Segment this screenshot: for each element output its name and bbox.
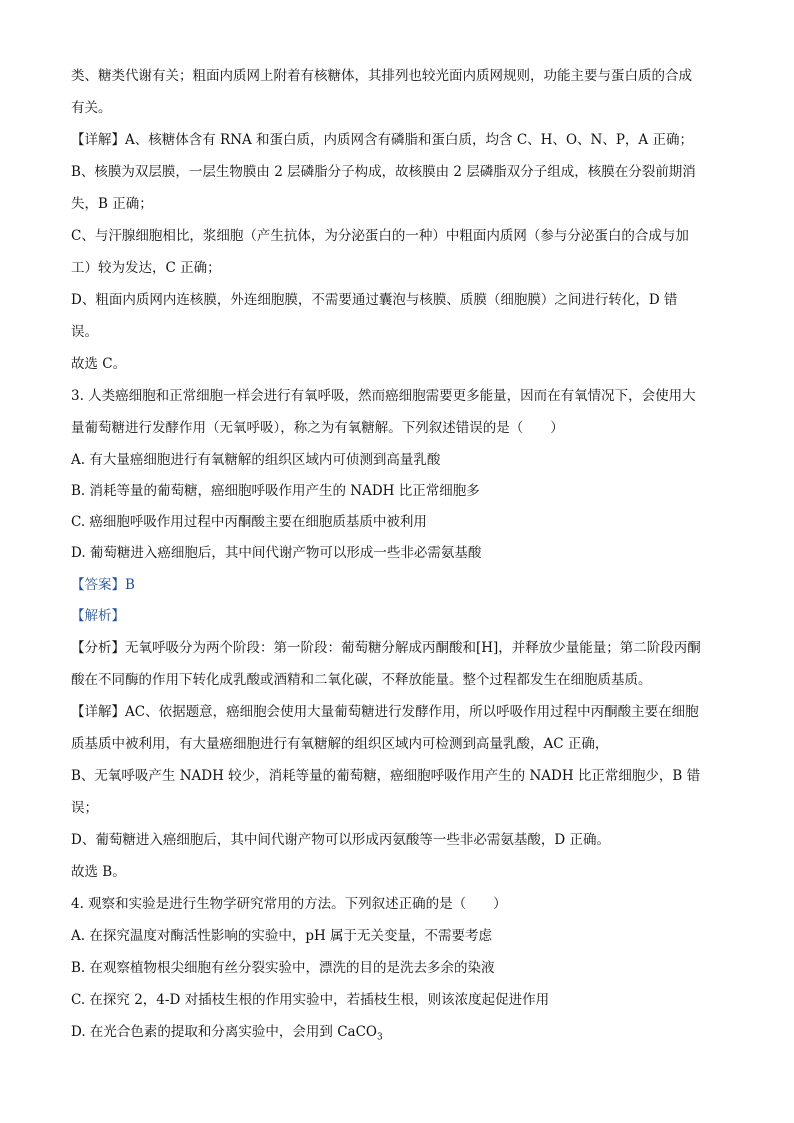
option-a: A. 有大量癌细胞进行有氧糖解的组织区域内可侦测到高量乳酸 [71, 452, 441, 468]
question-3-stem: 3. 人类癌细胞和正常细胞一样会进行有氧呼吸，然而癌细胞需要更多能量，因而在有氧情况下，会使用大 [71, 388, 696, 404]
text-line: 故选 B。 [71, 864, 126, 880]
text-line: B、无氧呼吸产生 NADH 较少，消耗等量的葡萄糖，癌细胞呼吸作用产生的 NADH 比正常细胞少，B 错 [71, 768, 701, 784]
subscript-3: 3 [377, 1032, 383, 1043]
question-4-stem: 4. 观察和实验是进行生物学研究常用的方法。下列叙述正确的是（ ） [71, 896, 507, 912]
option-b: B. 在观察植物根尖细胞有丝分裂实验中，漂洗的目的是洗去多余的染液 [71, 960, 495, 976]
option-d [71, 1022, 731, 1048]
text-line: D、粗面内质网内连核膜，外连细胞膜，不需要通过囊泡与核膜、质膜（细胞膜）之间进行转化，D 错 [71, 292, 678, 308]
text-line: 失，B 正确； [71, 196, 153, 212]
text-line: 类、糖类代谢有关；粗面内质网上附着有核糖体，其排列也较光面内质网规则，功能主要与蛋白质的合成 [71, 68, 692, 84]
text-line: 工）较为发达，C 正确； [71, 260, 221, 276]
option-b: B. 消耗等量的葡萄糖，癌细胞呼吸作用产生的 NADH 比正常细胞多 [71, 483, 480, 499]
text-line: 误。 [71, 324, 98, 340]
text-line: 酸在不同酶的作用下转化成乳酸或酒精和二氧化碳，不释放能量。整个过程都发生在细胞质基质。 [71, 672, 652, 688]
text-line: D、葡萄糖进入癌细胞后，其中间代谢产物可以形成丙氨酸等一些非必需氨基酸，D 正确。 [71, 832, 610, 848]
text-line: 有关。 [71, 100, 112, 116]
text-line: 质基质中被利用，有大量癌细胞进行有氧糖解的组织区域内可检测到高量乳酸，AC 正确， [71, 736, 609, 752]
option-d-text: D. 在光合色素的提取和分离实验中，会用到 CaCO [71, 1024, 377, 1040]
text-line: 故选 C。 [71, 356, 127, 372]
option-a: A. 在探究温度对酶活性影响的实验中，pH 属于无关变量，不需要考虑 [71, 928, 493, 944]
answer-heading: 【答案】B [71, 577, 135, 593]
text-line: C、与汗腺细胞相比，浆细胞（产生抗体，为分泌蛋白的一种）中粗面内质网（参与分泌蛋白的合成与加 [71, 228, 689, 244]
analysis-heading: 【解析】 [71, 608, 125, 624]
text-line: 【详解】AC、依据题意，癌细胞会使用大量葡萄糖进行发酵作用，所以呼吸作用过程中丙酮酸主要在细胞 [71, 704, 699, 720]
option-c: C. 癌细胞呼吸作用过程中丙酮酸主要在细胞质基质中被利用 [71, 514, 427, 530]
question-3-stem: 量葡萄糖进行发酵作用（无氧呼吸），称之为有氧糖解。下列叙述错误的是（ ） [71, 420, 564, 436]
option-d: D. 葡萄糖进入癌细胞后，其中间代谢产物可以形成一些非必需氨基酸 [71, 545, 482, 561]
text-line: B、核膜为双层膜，一层生物膜由 2 层磷脂分子构成，故核膜由 2 层磷脂双分子组成，核膜在分裂前期消 [71, 164, 696, 180]
text-line: 【详解】A、核糖体含有 RNA 和蛋白质，内质网含有磷脂和蛋白质，均含 C、H、O、N、P，A 正确； [71, 132, 693, 148]
option-c: C. 在探究 2，4-D 对插枝生根的作用实验中，若插枝生根，则该浓度起促进作用 [71, 992, 550, 1008]
text-line: 误； [71, 800, 98, 816]
text-line: 【分析】无氧呼吸分为两个阶段：第一阶段：葡萄糖分解成丙酮酸和[H]，并释放少量能量；第二阶段丙酮 [71, 640, 701, 656]
